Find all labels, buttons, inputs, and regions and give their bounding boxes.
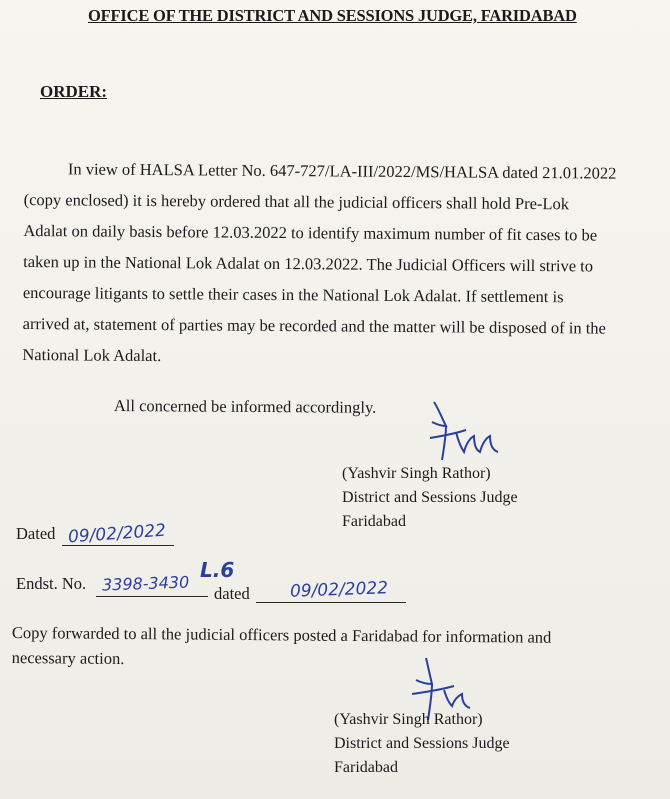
endst-number-handwritten: 3398-3430 — [101, 572, 190, 595]
informed-line: All concerned be informed accordingly. — [113, 396, 377, 417]
signatory-name: (Yashvir Singh Rathor) — [342, 465, 491, 482]
copy-line: necessary action. — [11, 647, 125, 668]
endst-line — [16, 574, 86, 594]
dated-label: Dated — [16, 524, 56, 543]
signatory-block — [342, 462, 518, 534]
body-line: Adalat on daily basis before 12.03.2022 to identify maximum number of fit cases to be — [23, 220, 598, 245]
office-header: OFFICE OF THE DISTRICT AND SESSIONS JUDGE, FARIDABAD — [88, 6, 577, 25]
order-body — [22, 153, 670, 375]
endst-dated-label: dated — [214, 584, 250, 603]
dated-line — [16, 524, 55, 544]
endst-label: Endst. No. — [16, 574, 87, 593]
body-line: arrived at, statement of parties may be recorded and the matter will be disposed of in the — [22, 313, 606, 338]
signatory-place: Faridabad — [334, 759, 398, 776]
body-line: (copy enclosed) it is hereby ordered that all the judicial officers shall hold Pre-Lok — [23, 189, 570, 214]
signature-mark — [412, 396, 522, 468]
order-heading: ORDER: — [40, 82, 108, 101]
dated-handwritten: 09/02/2022 — [67, 520, 167, 548]
body-line: National Lok Adalat. — [22, 344, 162, 366]
body-line: In view of HALSA Letter No. 647-727/LA-III/2022/MS/HALSA dated 21.01.2022 — [67, 159, 617, 183]
signatory-name: (Yashvir Singh Rathor) — [334, 711, 483, 728]
endst-date-underline — [256, 602, 406, 603]
copy-forwarded — [12, 620, 662, 676]
endst-date-handwritten: 09/02/2022 — [289, 578, 389, 602]
signatory-designation: District and Sessions Judge — [334, 735, 510, 752]
body-line: taken up in the National Lok Adalat on 12.03.2022. The Judicial Officers will strive to — [23, 251, 594, 276]
signatory-designation: District and Sessions Judge — [342, 489, 518, 506]
body-line: encourage litigants to settle their cases in the National Lok Adalat. If settlement is — [22, 282, 564, 307]
copy-line: Copy forwarded to all the judicial officers posted a Faridabad for information and — [11, 622, 552, 647]
signatory-place: Faridabad — [342, 513, 406, 530]
signatory-block-2 — [334, 708, 510, 780]
endst-suffix-handwritten: L.6 — [200, 558, 235, 582]
endst-underline — [96, 596, 208, 597]
